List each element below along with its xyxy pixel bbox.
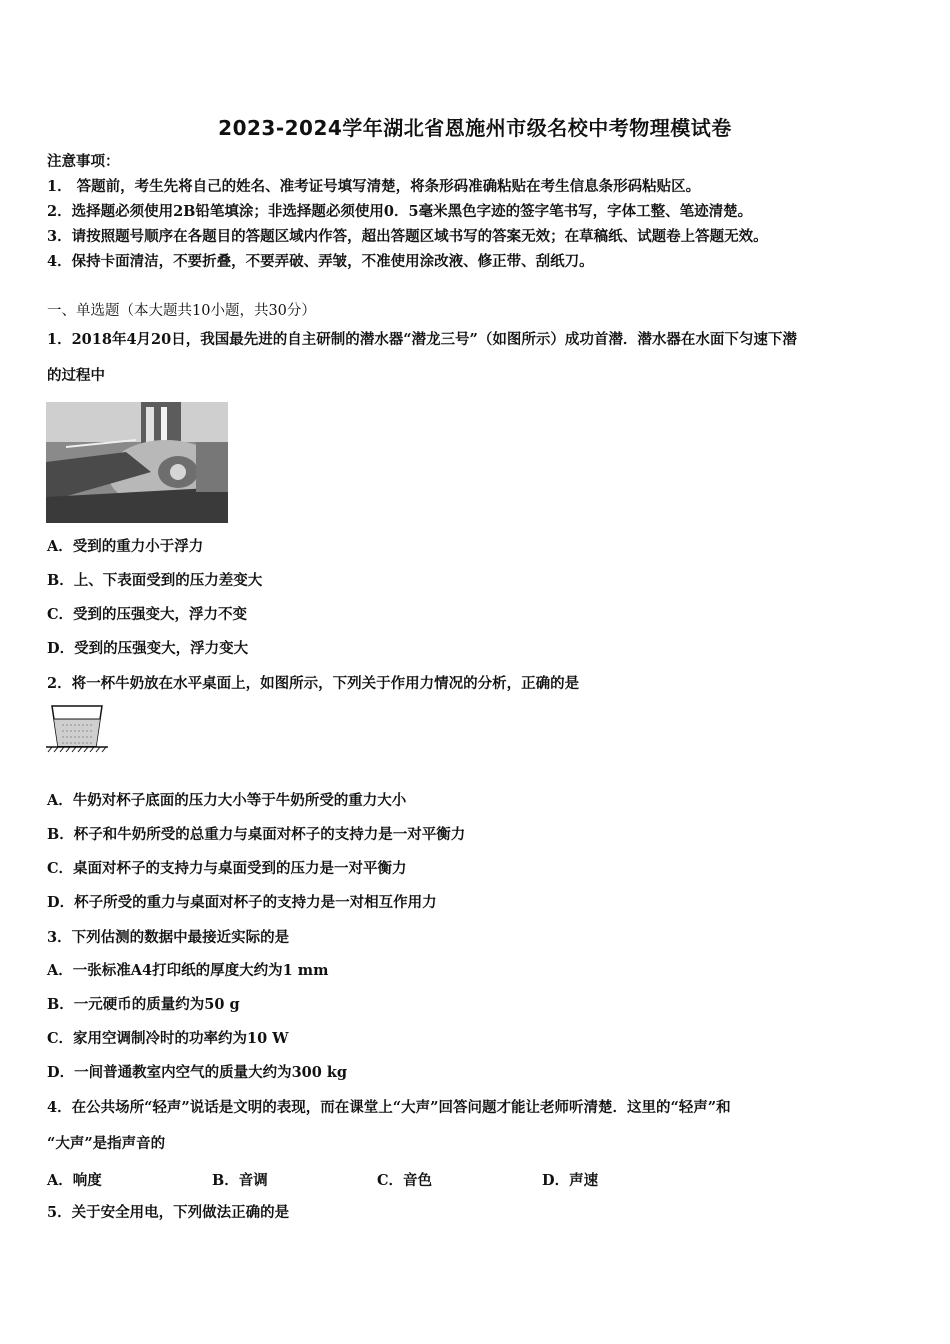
q4-option-c: C．音色 [377,1172,433,1189]
q4-option-a: A．响度 [47,1172,102,1189]
q1-option-d: D．受到的压强变大，浮力变大 [47,640,249,657]
q1-stem-line1: 1．2018年4月20日，我国最先进的自主研制的潜水器“潜龙三号”（如图所示）成功首潜．潜水器在水面下匀速下潜 [47,331,797,348]
q4-stem-line2: “大声”是指声音的 [47,1135,166,1152]
milk-cup-figure [44,703,110,753]
section-heading: 一、单选题（本大题共10小题，共30分） [47,303,316,319]
q1-stem-line2: 的过程中 [47,367,105,384]
notice-item-3: 3．请按照题号顺序在各题目的答题区域内作答，超出答题区域书写的答案无效；在草稿纸、试题卷上答题无效。 [47,228,768,245]
q4-stem-line1: 4．在公共场所“轻声”说话是文明的表现，而在课堂上“大声”回答问题才能让老师听清楚．这里的“轻声”和 [47,1099,731,1116]
q2-option-c: C．桌面对杯子的支持力与桌面受到的压力是一对平衡力 [47,860,407,877]
notice-item-4: 4．保持卡面清洁，不要折叠，不要弄破、弄皱，不准使用涂改液、修正带、刮纸刀。 [47,253,594,270]
q4-option-b: B．音调 [212,1172,268,1189]
q2-option-a: A．牛奶对杯子底面的压力大小等于牛奶所受的重力大小 [47,792,407,809]
q3-stem: 3．下列估测的数据中最接近实际的是 [47,929,290,946]
q5-stem: 5．关于安全用电，下列做法正确的是 [47,1204,290,1221]
notice-heading: 注意事项： [47,153,120,170]
q1-option-b: B．上、下表面受到的压力差变大 [47,572,263,589]
q4-option-d: D．声速 [542,1172,599,1189]
q4-options-row [47,1169,647,1191]
q3-option-b: B．一元硬币的质量约为50 g [47,996,240,1013]
q3-option-d: D．一间普通教室内空气的质量大约为300 kg [47,1064,348,1081]
notice-item-1: 1． 答题前，考生先将自己的姓名、准考证号填写清楚，将条形码准确粘贴在考生信息条形码粘贴区。 [47,178,701,195]
exam-title: 2023-2024学年湖北省恩施州市级名校中考物理模试卷 [218,116,732,140]
q1-option-a: A．受到的重力小于浮力 [47,538,204,555]
notice-item-2: 2．选择题必须使用2B铅笔填涂；非选择题必须使用0．5毫米黑色字迹的签字笔书写，字体工整、笔迹清楚。 [47,203,753,220]
q2-option-b: B．杯子和牛奶所受的总重力与桌面对杯子的支持力是一对平衡力 [47,826,466,843]
q3-option-c: C．家用空调制冷时的功率约为10 W [47,1030,289,1047]
q1-option-c: C．受到的压强变大，浮力不变 [47,606,248,623]
q2-option-d: D．杯子所受的重力与桌面对杯子的支持力是一对相互作用力 [47,894,437,911]
submersible-photo [46,402,228,523]
q3-option-a: A．一张标准A4打印纸的厚度大约为1 mm [47,962,329,979]
q2-stem: 2．将一杯牛奶放在水平桌面上，如图所示，下列关于作用力情况的分析，正确的是 [47,675,580,692]
